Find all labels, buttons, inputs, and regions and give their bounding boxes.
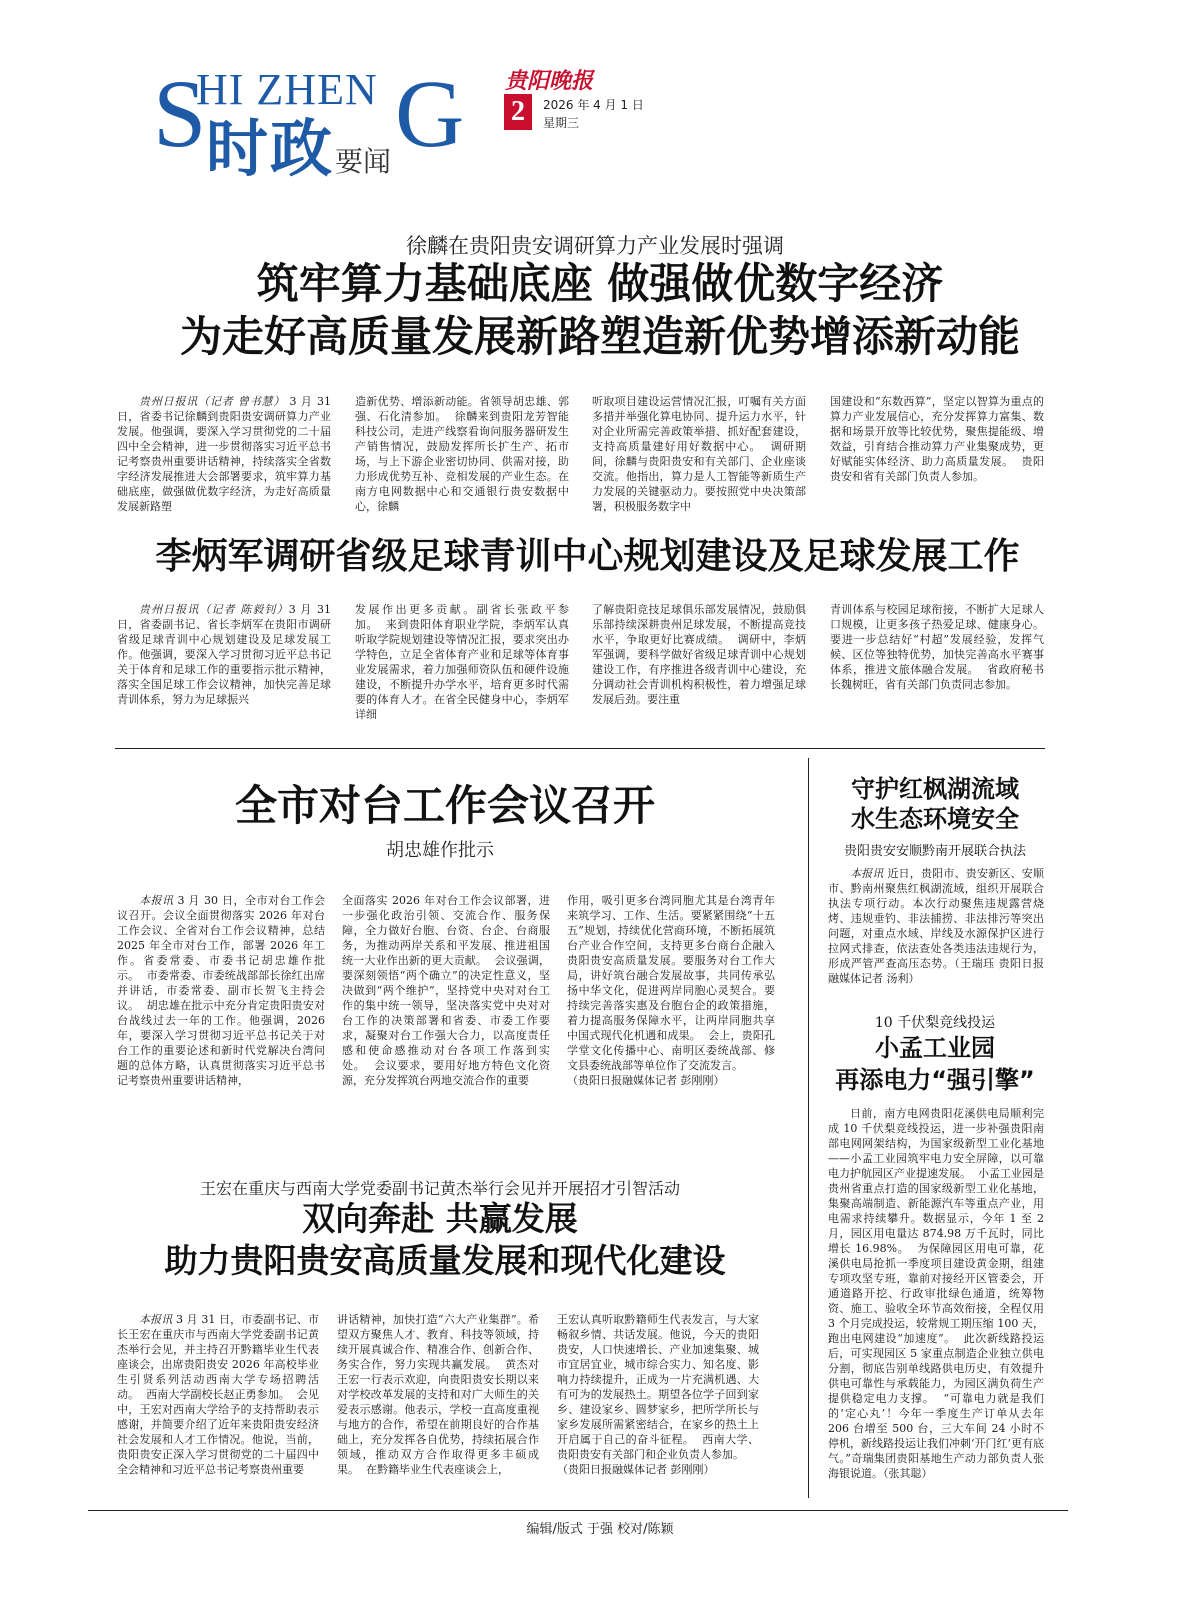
- story1-headline-line1: 筑牢算力基础底座 做强做优数字经济: [256, 259, 944, 308]
- story5-body-text: 日前，南方电网贵阳花溪供电局顺利完成 10 千伏梨竞线投运，进一步补强贵阳南部电网网架结构，为国家级新型工业化基地——小孟工业园筑牢电力安全屏障，以可靠电力护航园区产业提速发展。 小孟工业园是贵州省重点打造的国家级新型工业化基地，集聚高端制造、新能源汽车等重点产业，用电需求持续攀升。数据显示，今年 1 至 2 月，园区用电量达 874.98 万千瓦时，同比增长 16.98%。 为保障园区用电可靠，花溪供电局抢抓一季度项目建设黄金期，组建专项攻坚专班，靠前对接经开区管委会，开通道路开挖、行政审批绿色通道，统筹物资、施工、验收全环节高效衔接，全程仅用 3 个月完成投运，较常规工期压缩 100 天，跑出电网建设“加速度”。 此次新线路投运后，可实现园区 5 家重点制造企业独立供电分割，彻底告别单线路供电历史，有效提升供电可靠性与承载能力，为园区满负荷生产提供稳定电力支撑。 “可靠电力就是我们的‘定心丸’！今年一季度生产订单从去年 206 台增至 500 台，三大车间 24 小时不停机，新线路投运让我们冲刺‘开门红’更有底气。”奇瑞集团贵阳基地生产动力部负责人张海银说道。: [828, 1107, 1044, 1480]
- story6-kicker: 王宏在重庆与西南大学党委副书记黄杰举行会见并开展招才引智活动: [199, 1179, 680, 1198]
- story3-column-1: [117, 893, 325, 1133]
- story2-byline: 贵州日报讯（记者 陈毅钊）: [139, 603, 289, 616]
- story1-column-3: 听取项目建设运营情况汇报，叮嘱有关方面多措并举强化算电协同、提升运力水平，针对企业所需完善政策举措、抓好配套建设，支持高质量建好用好数据中心。 调研期间，徐麟与贵阳贵安和有关部门、企业座谈交流。他指出，算力是人工智能等新质生产力发展的关键驱动力。要按照党中央决策部署，积极服务数字中: [592, 395, 806, 513]
- story4-subhead: 贵阳贵安安顺黔南开展联合执法: [843, 844, 1026, 859]
- story6-credit: （贵阳日报融媒体记者 彭刚刚）: [557, 1463, 715, 1476]
- story6-column-3: [557, 1312, 759, 1498]
- masthead-letter-s: S: [153, 60, 207, 167]
- story3-column-2: 全面落实 2026 年对台工作会议部署，进一步强化政治引领、交流合作、服务保障，全力做好台胞、台资、台企、台商服务，为推动两岸关系和平发展、推进祖国统一大业作出新的更大贡献。 会议强调，要深刻领悟“两个确立”的决定性意义，坚决做到“两个维护”，坚持党中央对对台工作的集中统一领导，坚决落实党中央对对台工作的决策部署和省委、市委工作要求，凝聚对台工作强大合力，以高度责任感和使命感推动对台各项工作落到实处。 会议要求，要用好地方特色文化资源，充分发挥筑台两地交流合作的重要: [342, 894, 550, 1087]
- section-subtitle: 要闻: [335, 145, 392, 178]
- section-title: 时政: [206, 112, 335, 185]
- story6-byline: 本报讯: [139, 1313, 173, 1326]
- story3-headline: 全市对台工作会议召开: [234, 781, 655, 830]
- story1-headline-line2: 为走好高质量发展新路塑造新优势增添新动能: [179, 312, 1020, 361]
- story6-column-2: 讲话精神，加快打造“六大产业集群”。希望双方聚焦人才、教育、科技等领域，持续开展真诚合作、精准合作、创新合作、务实合作，努力实现共赢发展。 黄杰对王宏一行表示欢迎，向贵阳贵安长期以来对学校改革发展的支持和对广大师生的关爱表示感谢。他表示，学校一直高度重视与地方的合作，希望在前期良好的合作基础上，充分发挥各自优势，持续拓展合作领域，推动双方合作取得更多丰硕成果。 在黔籍毕业生代表座谈会上，: [337, 1313, 539, 1476]
- story1-column-1-text: 3 月 31 日，省委书记徐麟到贵阳贵安调研算力产业发展。他强调，要深入学习贯彻党的二十届四中全会精神，进一步贯彻落实习近平总书记考察贵州重要讲话精神，持续落实全省数字经济发展推进大会部署要求，筑牢算力基础底座，做强做优数字经济，为走好高质量发展新路塑: [117, 395, 331, 513]
- story2-column-1-text: 3 月 31 日，省委副书记、省长李炳军在贵阳市调研省级足球青训中心规划建设及足球发展工作。他强调，要深入学习贯彻习近平总书记关于体育和足球工作的重要指示批示精神，落实全国足球工作会议精神，加快完善足球青训体系，努力为足球振兴: [117, 603, 331, 706]
- story3-column-1-text: 3 月 30 日，全市对台工作会议召开。会议全面贯彻落实 2026 年对台工作会议、全省对台工作会议精神，总结 2025 年全市对台工作，部署 2026 年工作。省委常委、市委书记胡忠雄作批示。 市委常委、市委统战部部长徐红出席并讲话，市委常委、副市长贺飞主持会议。 胡忠雄在批示中充分肯定贵阳贵安对台战线过去一年的工作。他强调，2026 年，要深入学习贯彻习近平总书记关于对台工作的重要论述和新时代党解决台湾问题的总体方略，认真贯彻落实习近平总书记考察贵州重要讲话精神，: [117, 894, 325, 1087]
- story1-kicker: 徐麟在贵阳贵安调研算力产业发展时强调: [406, 234, 784, 258]
- story3-column-3: [567, 893, 775, 1133]
- story1-byline: 贵州日报讯（记者 曾书慧）: [139, 395, 286, 408]
- story2-column-4: 青训体系与校园足球衔接，不断扩大足球人口规模，让更多孩子热爱足球、健康身心。要进一步总结好“村超”发展经验，发挥气候、区位等独特优势，加快完善高水平赛事体系，推进文旅体融合发展。 省政府秘书长魏树旺，省有关部门负责同志参加。: [830, 603, 1044, 691]
- story2-column-2: 发展作出更多贡献。副省长张政平参加。 来到贵阳体育职业学院，李炳军认真听取学院规划建设等情况汇报，要求突出办学特色，立足全省体育产业和足球等体育事业发展需求，着力加强师资队伍和硬件设施建设，不断提升办学水平，培育更多时代需要的体育人才。在省全民健身中心，李炳军详细: [355, 603, 569, 721]
- story3-byline: 本报讯: [139, 894, 174, 907]
- masthead-letter-g: G: [395, 60, 465, 167]
- story5-credit: （张其聪）: [883, 1467, 933, 1480]
- publication-weekday: 星期三: [543, 116, 580, 130]
- story5-body: [828, 1106, 1044, 1500]
- story3-subhead: 胡忠雄作批示: [386, 840, 494, 861]
- footer-divider: [88, 1510, 1068, 1511]
- story6-headline-line2: 助力贵阳贵安高质量发展和现代化建设: [164, 1241, 726, 1280]
- editor-credit: 编辑/版式 于强 校对/陈颖: [526, 1522, 674, 1537]
- story1-column-1: [117, 394, 331, 514]
- story4-body-text: 近日，贵阳市、贵安新区、安顺市、黔南州聚焦红枫湖流域，组织开展联合执法专项行动。本次行动聚焦违规露营烧烤、违规垂钓、非法捕捞、非法排污等突出问题，对重点水域、岸线及水源保护区进行拉网式排查，依法查处各类违法违规行为，形成严管严查高压态势。: [828, 867, 1045, 970]
- story4-credit: （王瑞珏 贵阳日报融媒体记者 汤利）: [828, 957, 1045, 985]
- story2-column-1: [117, 602, 331, 708]
- page-number: 2: [504, 94, 532, 130]
- story1-column-4: 国建设和“东数西算”，坚定以智算为重点的算力产业发展信心，充分发挥算力富集、数据和场景开放等比较优势，聚焦提能级、增效益，引育结合推动算力产业集聚成势，更好赋能实体经济、助力高质量发展。 贵阳贵安和省有关部门负责人参加。: [830, 395, 1044, 483]
- story2-column-3: 了解贵阳竞技足球俱乐部发展情况，鼓励俱乐部持续深耕贵州足球发展，不断提高竞技水平，争取更好比赛成绩。 调研中，李炳军强调，要科学做好省级足球青训中心规划建设工作，有序推进各级青训中心建设，充分调动社会青训机构积极性，着力增强足球发展后劲。要注重: [592, 603, 806, 706]
- story6-column-3-text: 王宏认真听取黔籍师生代表发言，与大家畅叙乡情、共话发展。他说，今天的贵阳贵安，人口快速增长、产业加速集聚、城市宜居宜业，城市综合实力、知名度、影响力持续提升，正成为一片充满机遇、大有可为的发展热土。期望各位学子回到家乡、建设家乡、圆梦家乡，把所学所长与家乡发展所需紧密结合，在家乡的热土上开启属于自己的奋斗征程。 西南大学、贵阳贵安有关部门和企业负责人参加。: [557, 1313, 759, 1461]
- story2-headline: 李炳军调研省级足球青训中心规划建设及足球发展工作: [155, 536, 1020, 577]
- story4-byline: 本报讯: [850, 867, 884, 880]
- story5-headline-line2: 再添电力“强引擎”: [835, 1066, 1035, 1094]
- story3-credit: （贵阳日报融媒体记者 彭刚刚）: [567, 1074, 725, 1087]
- masthead-letters-hi-zhen: HI ZHEN: [196, 65, 378, 114]
- story3-column-3-text: 作用，吸引更多台湾同胞尤其是台湾青年来筑学习、工作、生活。要紧紧围绕“十五五”规划，持续优化营商环境，不断拓展筑台产业合作空间，支持更多台商台企融入贵阳贵安高质量发展。要服务对台工作大局，讲好筑台融合发展故事，共同传承弘扬中华文化，促进两岸同胞心灵契合。要持续完善落实惠及台胞台企的政策措施，着力提高服务保障水平，让两岸同胞共享中国式现代化机遇和成果。 会上，贵阳孔学堂文化传播中心、南明区委统战部、修文县委统战部等单位作了交流发言。: [567, 894, 775, 1072]
- section-divider: [115, 748, 1045, 749]
- story5-headline-line1: 小孟工业园: [875, 1034, 995, 1062]
- story6-headline-line1: 双向奔赴 共赢发展: [302, 1199, 578, 1238]
- story1-column-2: 造新优势、增添新动能。省领导胡忠雄、郭强、石化清参加。 徐麟来到贵阳龙芳智能科技公司，走进产线察看询问服务器研发生产销售情况，鼓励发挥所长扩生产、拓市场，与上下游企业密切协同、供需对接，助力形成优势互补、竞相发展的产业生态。在南方电网数据中心和交通银行贵安数据中心，徐麟: [355, 395, 569, 513]
- publication-date: 2026 年 4 月 1 日: [543, 98, 644, 112]
- story4-headline-line1: 守护红枫湖流域: [851, 775, 1019, 803]
- story4-body: [828, 866, 1044, 1000]
- column-divider: [808, 758, 809, 1498]
- story6-column-1: [117, 1312, 319, 1498]
- story4-headline-line2: 水生态环境安全: [851, 805, 1019, 833]
- story5-kicker: 10 千伏梨竞线投运: [874, 1015, 996, 1031]
- story6-column-1-text: 3 月 31 日，市委副书记、市长王宏在重庆市与西南大学党委副书记黄杰举行会见，并主持召开黔籍毕业生代表座谈会，出席贵阳贵安 2026 年高校毕业生引贤系列活动西南大学专场招聘活动。 西南大学副校长赵正勇参加。 会见中，王宏对西南大学给予的支持帮助表示感谢，并简要介绍了近年来贵阳贵安经济社会发展和人才工作情况。他说，当前，贵阳贵安正深入学习贯彻党的二十届四中全会精神和习近平总书记考察贵州重要: [117, 1313, 319, 1476]
- newspaper-name: 贵阳晚报: [505, 68, 594, 94]
